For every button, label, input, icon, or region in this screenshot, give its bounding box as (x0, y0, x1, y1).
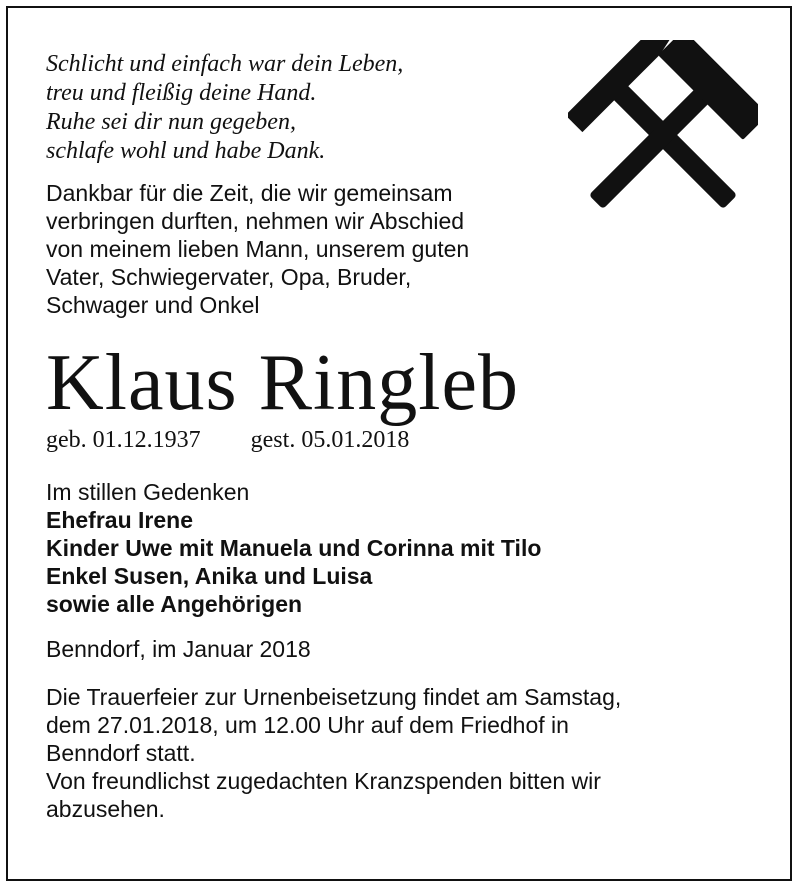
mourners-block (46, 478, 746, 618)
obituary-content (46, 50, 746, 823)
life-dates (46, 427, 746, 454)
verse-line: Ruhe sei dir nun gegeben, (46, 109, 296, 135)
mourner-line: sowie alle Angehörigen (46, 591, 303, 617)
ceremony-line: abzusehen. (46, 796, 165, 822)
intro-line: verbringen durften, nehmen wir Abschied (46, 208, 465, 234)
mourner-line: Ehefrau Irene (46, 507, 193, 533)
mourner-line: Enkel Susen, Anika und Luisa (46, 563, 373, 589)
ceremony-line: Die Trauerfeier zur Urnenbeisetzung findet am Samstag, (46, 684, 622, 710)
ceremony-line: Von freundlichst zugedachten Kranzspenden bitten wir (46, 768, 601, 794)
birth-date: geb. 01.12.1937 (46, 427, 201, 453)
verse-line: treu und fleißig deine Hand. (46, 80, 317, 106)
intro-line: Vater, Schwiegervater, Opa, Bruder, (46, 264, 412, 290)
ceremony-line: dem 27.01.2018, um 12.00 Uhr auf dem Friedhof in (46, 712, 569, 738)
intro-line: Schwager und Onkel (46, 292, 260, 318)
deceased-name: Klaus Ringleb (46, 339, 519, 427)
memorial-verse (46, 50, 746, 166)
verse-line: Schlicht und einfach war dein Leben, (46, 51, 404, 77)
memorial-heading: Im stillen Gedenken (46, 479, 250, 505)
verse-line: schlafe wohl und habe Dank. (46, 138, 326, 164)
ceremony-line: Benndorf statt. (46, 740, 196, 766)
place-and-date: Benndorf, im Januar 2018 (46, 636, 311, 662)
ceremony-details (46, 683, 746, 823)
death-date: gest. 05.01.2018 (250, 427, 410, 453)
mourner-line: Kinder Uwe mit Manuela und Corinna mit Tilo (46, 535, 542, 561)
intro-line: von meinem lieben Mann, unserem guten (46, 236, 470, 262)
intro-line: Dankbar für die Zeit, die wir gemeinsam (46, 180, 453, 206)
farewell-intro (46, 179, 746, 319)
